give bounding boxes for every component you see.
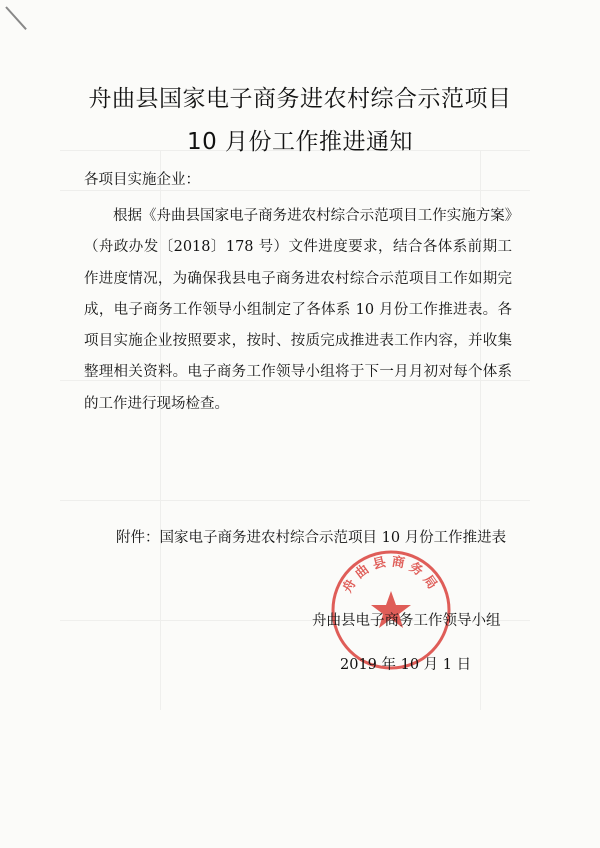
svg-text:舟 曲 县 商 务 局: 舟 曲 县 商 务 局 — [340, 554, 440, 596]
issue-date: 2019 年 10 月 1 日 — [340, 657, 472, 673]
signer: 舟曲县电子商务工作领导小组 — [312, 613, 501, 629]
notice-body-paragraph: 根据《舟曲县国家电子商务进农村综合示范项目工作实施方案》（舟政办发〔2018〕178 号）文件进度要求，结合各体系前期工作进度情况，为确保我县电子商务进农村综合示范项目工作如期完成，电子商务工作领导小组制定了各体系 10 月份工作推进表。各项目实施企业按照要求，按时、按质完成推进表工作内容，并收集整理相关资料。电子商务工作领导小组将于下一月月初对每个体系的工作进行现场检查。 — [84, 208, 512, 412]
notice-title-line2: 10 月份工作推进通知 — [186, 129, 414, 155]
attachment-line: 附件：国家电子商务进农村综合示范项目 10 月份工作推进表 — [116, 530, 507, 546]
scan-mark — [5, 6, 27, 30]
notice-title-line1: 舟曲县国家电子商务进农村综合示范项目 — [88, 86, 512, 112]
salutation: 各项目实施企业： — [84, 172, 200, 188]
